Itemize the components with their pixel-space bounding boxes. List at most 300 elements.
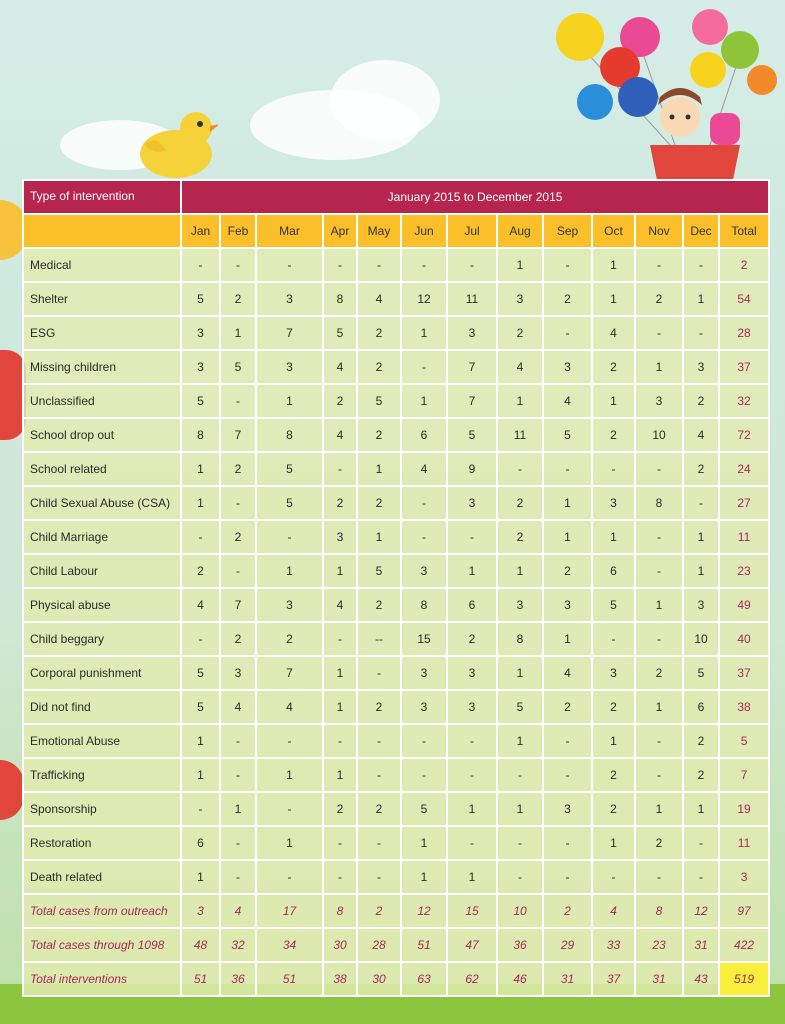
- table-cell: 2: [220, 282, 256, 316]
- table-cell: -: [256, 860, 323, 894]
- table-cell: 1: [592, 826, 635, 860]
- row-label: Shelter: [23, 282, 181, 316]
- row-label: Trafficking: [23, 758, 181, 792]
- total-cell: 37: [719, 350, 769, 384]
- table-cell: 2: [357, 894, 401, 928]
- table-cell: 3: [220, 656, 256, 690]
- table-cell: 4: [323, 588, 357, 622]
- table-cell: 4: [220, 894, 256, 928]
- table-row: [23, 384, 769, 418]
- table-cell: 5: [592, 588, 635, 622]
- table-cell: 12: [401, 282, 447, 316]
- table-cell: 1: [181, 860, 220, 894]
- table-cell: 1: [497, 384, 543, 418]
- table-cell: 7: [256, 656, 323, 690]
- table-cell: 32: [220, 928, 256, 962]
- table-cell: 1: [220, 316, 256, 350]
- table-cell: 2: [220, 452, 256, 486]
- column-header-mar: Mar: [256, 214, 323, 248]
- total-cell: 3: [719, 860, 769, 894]
- column-header-dec: Dec: [683, 214, 719, 248]
- table-cell: 2: [256, 622, 323, 656]
- table-row: [23, 350, 769, 384]
- table-cell: 3: [683, 588, 719, 622]
- table-cell: 6: [592, 554, 635, 588]
- column-header-jul: Jul: [447, 214, 497, 248]
- table-cell: 2: [592, 690, 635, 724]
- table-cell: 48: [181, 928, 220, 962]
- table-cell: 2: [220, 520, 256, 554]
- table-cell: 7: [256, 316, 323, 350]
- table-cell: -: [256, 520, 323, 554]
- table-cell: 1: [256, 384, 323, 418]
- table-cell: 47: [447, 928, 497, 962]
- table-cell: 1: [592, 724, 635, 758]
- row-label: Child Labour: [23, 554, 181, 588]
- table-cell: 4: [401, 452, 447, 486]
- table-cell: -: [357, 724, 401, 758]
- table-cell: -: [543, 724, 592, 758]
- table-row: [23, 282, 769, 316]
- table-cell: 5: [256, 452, 323, 486]
- row-label: Emotional Abuse: [23, 724, 181, 758]
- row-label: Unclassified: [23, 384, 181, 418]
- table-cell: -: [256, 248, 323, 282]
- table-cell: 2: [543, 894, 592, 928]
- table-cell: 3: [497, 282, 543, 316]
- table-cell: 2: [323, 384, 357, 418]
- table-cell: 1: [357, 520, 401, 554]
- table-cell: 1: [635, 350, 683, 384]
- table-cell: 4: [683, 418, 719, 452]
- table-cell: 2: [683, 384, 719, 418]
- row-label: School related: [23, 452, 181, 486]
- table-cell: 2: [497, 520, 543, 554]
- table-cell: 10: [497, 894, 543, 928]
- table-cell: 4: [220, 690, 256, 724]
- table-row: [23, 520, 769, 554]
- table-cell: -: [447, 826, 497, 860]
- table-cell: 15: [447, 894, 497, 928]
- table-cell: 5: [181, 384, 220, 418]
- table-cell: 4: [543, 384, 592, 418]
- table-cell: 1: [401, 826, 447, 860]
- table-cell: 2: [543, 282, 592, 316]
- table-cell: 31: [683, 928, 719, 962]
- table-cell: 10: [635, 418, 683, 452]
- type-of-intervention-header: Type of intervention: [23, 180, 181, 214]
- table-cell: -: [447, 248, 497, 282]
- table-cell: 31: [543, 962, 592, 996]
- table-cell: 17: [256, 894, 323, 928]
- table-cell: 3: [497, 588, 543, 622]
- table-cell: 2: [357, 690, 401, 724]
- table-cell: 1: [635, 588, 683, 622]
- table-cell: 3: [635, 384, 683, 418]
- table-cell: -: [543, 248, 592, 282]
- table-cell: 29: [543, 928, 592, 962]
- total-cell: 19: [719, 792, 769, 826]
- total-cell: 24: [719, 452, 769, 486]
- table-cell: 1: [447, 792, 497, 826]
- table-cell: 8: [401, 588, 447, 622]
- table-cell: 1: [497, 656, 543, 690]
- total-cell: 49: [719, 588, 769, 622]
- table-cell: 6: [683, 690, 719, 724]
- column-header-jun: Jun: [401, 214, 447, 248]
- row-label: Total cases through 1098: [23, 928, 181, 962]
- total-cell: 7: [719, 758, 769, 792]
- total-cell: 27: [719, 486, 769, 520]
- table-cell: -: [357, 860, 401, 894]
- table-cell: -: [635, 316, 683, 350]
- table-cell: 1: [635, 690, 683, 724]
- table-cell: 5: [497, 690, 543, 724]
- table-cell: 5: [256, 486, 323, 520]
- table-cell: -: [401, 350, 447, 384]
- table-cell: 4: [357, 282, 401, 316]
- table-row: [23, 792, 769, 826]
- total-cell: 54: [719, 282, 769, 316]
- table-row: [23, 418, 769, 452]
- table-cell: -: [181, 248, 220, 282]
- total-cell: 37: [719, 656, 769, 690]
- table-cell: 2: [592, 350, 635, 384]
- table-cell: -: [220, 826, 256, 860]
- table-cell: 1: [447, 860, 497, 894]
- row-label: ESG: [23, 316, 181, 350]
- table-cell: --: [357, 622, 401, 656]
- table-cell: 4: [323, 418, 357, 452]
- table-cell: 5: [357, 554, 401, 588]
- table-cell: 3: [256, 350, 323, 384]
- table-cell: -: [447, 758, 497, 792]
- row-label: Did not find: [23, 690, 181, 724]
- table-cell: -: [181, 792, 220, 826]
- row-label: Child Marriage: [23, 520, 181, 554]
- table-cell: -: [323, 622, 357, 656]
- table-cell: 3: [543, 792, 592, 826]
- table-cell: 1: [497, 792, 543, 826]
- table-cell: 7: [220, 588, 256, 622]
- table-cell: 2: [592, 792, 635, 826]
- table-cell: 1: [543, 622, 592, 656]
- table-cell: 5: [357, 384, 401, 418]
- table-cell: 33: [592, 928, 635, 962]
- table-cell: 9: [447, 452, 497, 486]
- table-cell: 2: [635, 656, 683, 690]
- total-cell: 2: [719, 248, 769, 282]
- table-cell: 1: [683, 282, 719, 316]
- table-cell: 51: [401, 928, 447, 962]
- table-cell: 7: [447, 384, 497, 418]
- table-cell: 23: [635, 928, 683, 962]
- table-cell: 1: [447, 554, 497, 588]
- table-cell: 51: [256, 962, 323, 996]
- table-cell: -: [323, 452, 357, 486]
- table-cell: -: [181, 622, 220, 656]
- table-cell: 62: [447, 962, 497, 996]
- table-cell: -: [323, 724, 357, 758]
- table-cell: 7: [447, 350, 497, 384]
- table-cell: 4: [181, 588, 220, 622]
- table-cell: 1: [543, 520, 592, 554]
- table-cell: -: [220, 384, 256, 418]
- total-cell: 11: [719, 520, 769, 554]
- table-cell: -: [543, 452, 592, 486]
- table-cell: 1: [401, 384, 447, 418]
- table-cell: -: [683, 826, 719, 860]
- header-row-top: [23, 180, 769, 214]
- table-cell: 3: [401, 656, 447, 690]
- table-cell: 1: [256, 554, 323, 588]
- row-label: Missing children: [23, 350, 181, 384]
- table-cell: 1: [497, 554, 543, 588]
- total-cell: 32: [719, 384, 769, 418]
- table-cell: 8: [181, 418, 220, 452]
- table-cell: -: [683, 316, 719, 350]
- table-row: [23, 452, 769, 486]
- table-cell: 8: [323, 894, 357, 928]
- table-cell: 2: [220, 622, 256, 656]
- table-cell: 3: [683, 350, 719, 384]
- table-cell: 46: [497, 962, 543, 996]
- table-cell: 3: [543, 588, 592, 622]
- table-cell: -: [220, 860, 256, 894]
- column-header-apr: Apr: [323, 214, 357, 248]
- table-cell: -: [401, 248, 447, 282]
- table-cell: 5: [543, 418, 592, 452]
- table-cell: -: [357, 656, 401, 690]
- table-row: [23, 248, 769, 282]
- table-cell: 3: [181, 894, 220, 928]
- table-cell: 3: [401, 554, 447, 588]
- table-cell: -: [683, 486, 719, 520]
- table-cell: 1: [592, 248, 635, 282]
- table-cell: 30: [357, 962, 401, 996]
- table-cell: 2: [357, 486, 401, 520]
- table-row: [23, 588, 769, 622]
- table-cell: 2: [323, 486, 357, 520]
- table-row: [23, 554, 769, 588]
- table-cell: 5: [220, 350, 256, 384]
- table-cell: 1: [683, 554, 719, 588]
- table-cell: -: [497, 860, 543, 894]
- table-cell: -: [220, 486, 256, 520]
- table-cell: -: [357, 826, 401, 860]
- header-blank-cell: [23, 214, 181, 248]
- table-cell: -: [181, 520, 220, 554]
- table-cell: -: [447, 520, 497, 554]
- total-cell: 519: [719, 962, 769, 996]
- table-cell: 3: [447, 486, 497, 520]
- table-cell: 1: [323, 690, 357, 724]
- row-label: Physical abuse: [23, 588, 181, 622]
- column-header-total: Total: [719, 214, 769, 248]
- table-cell: 63: [401, 962, 447, 996]
- table-cell: 31: [635, 962, 683, 996]
- table-cell: 3: [401, 690, 447, 724]
- table-cell: -: [543, 826, 592, 860]
- table-cell: 2: [683, 724, 719, 758]
- table-cell: -: [543, 316, 592, 350]
- table-cell: 5: [181, 690, 220, 724]
- total-cell: 422: [719, 928, 769, 962]
- table-cell: 2: [323, 792, 357, 826]
- total-cell: 11: [719, 826, 769, 860]
- table-cell: 4: [543, 656, 592, 690]
- table-cell: -: [543, 860, 592, 894]
- table-cell: 3: [323, 520, 357, 554]
- table-cell: 2: [592, 418, 635, 452]
- total-row: [23, 894, 769, 928]
- column-header-feb: Feb: [220, 214, 256, 248]
- table-cell: 1: [401, 860, 447, 894]
- table-cell: 6: [181, 826, 220, 860]
- column-header-oct: Oct: [592, 214, 635, 248]
- table-cell: 8: [635, 486, 683, 520]
- column-header-jan: Jan: [181, 214, 220, 248]
- table-cell: 7: [220, 418, 256, 452]
- table-cell: -: [635, 248, 683, 282]
- table-cell: -: [256, 792, 323, 826]
- row-label: Child beggary: [23, 622, 181, 656]
- period-header: January 2015 to December 2015: [181, 180, 769, 214]
- table-cell: 2: [683, 452, 719, 486]
- table-cell: -: [635, 520, 683, 554]
- table-cell: 12: [683, 894, 719, 928]
- table-cell: -: [220, 724, 256, 758]
- table-cell: -: [401, 724, 447, 758]
- column-header-may: May: [357, 214, 401, 248]
- table-cell: 1: [592, 384, 635, 418]
- table-cell: 1: [323, 656, 357, 690]
- column-header-aug: Aug: [497, 214, 543, 248]
- table-cell: 6: [401, 418, 447, 452]
- table-cell: 2: [683, 758, 719, 792]
- table-cell: 2: [497, 486, 543, 520]
- table-cell: -: [497, 758, 543, 792]
- table-cell: 2: [635, 826, 683, 860]
- bird-illustration-icon: [136, 104, 218, 180]
- table-cell: 3: [447, 690, 497, 724]
- table-row: [23, 622, 769, 656]
- table-cell: -: [497, 826, 543, 860]
- table-cell: 51: [181, 962, 220, 996]
- table-cell: -: [635, 860, 683, 894]
- total-row: [23, 928, 769, 962]
- month-header-row: [23, 214, 769, 248]
- table-cell: 1: [497, 248, 543, 282]
- table-cell: 2: [447, 622, 497, 656]
- row-label: Child Sexual Abuse (CSA): [23, 486, 181, 520]
- table-cell: 3: [181, 316, 220, 350]
- table-cell: 2: [497, 316, 543, 350]
- table-cell: 1: [181, 452, 220, 486]
- table-cell: -: [220, 248, 256, 282]
- table-cell: 3: [181, 350, 220, 384]
- table-cell: 4: [323, 350, 357, 384]
- table-cell: -: [357, 758, 401, 792]
- table-cell: 28: [357, 928, 401, 962]
- table-cell: 8: [256, 418, 323, 452]
- row-label: School drop out: [23, 418, 181, 452]
- table-cell: -: [401, 758, 447, 792]
- table-cell: 5: [181, 656, 220, 690]
- table-cell: -: [256, 724, 323, 758]
- table-cell: 8: [323, 282, 357, 316]
- row-label: Total cases from outreach: [23, 894, 181, 928]
- table-cell: 5: [683, 656, 719, 690]
- total-cell: 23: [719, 554, 769, 588]
- table-cell: -: [592, 622, 635, 656]
- table-cell: 3: [256, 282, 323, 316]
- table-cell: -: [592, 452, 635, 486]
- table-cell: -: [683, 248, 719, 282]
- table-cell: 5: [181, 282, 220, 316]
- table-cell: -: [683, 860, 719, 894]
- table-cell: 30: [323, 928, 357, 962]
- table-cell: 3: [256, 588, 323, 622]
- table-cell: -: [635, 554, 683, 588]
- table-row: [23, 316, 769, 350]
- table-cell: 8: [635, 894, 683, 928]
- table-cell: 1: [256, 758, 323, 792]
- decor-shape: [0, 760, 24, 820]
- table-cell: 36: [220, 962, 256, 996]
- table-cell: -: [323, 248, 357, 282]
- table-row: [23, 656, 769, 690]
- table-cell: -: [220, 554, 256, 588]
- table-cell: 1: [401, 316, 447, 350]
- total-cell: 72: [719, 418, 769, 452]
- column-header-nov: Nov: [635, 214, 683, 248]
- row-label: Sponsorship: [23, 792, 181, 826]
- table-row: [23, 826, 769, 860]
- table-cell: 1: [683, 520, 719, 554]
- table-cell: 1: [323, 554, 357, 588]
- table-cell: -: [401, 520, 447, 554]
- table-cell: 2: [543, 554, 592, 588]
- table-cell: 2: [357, 350, 401, 384]
- row-label: Corporal punishment: [23, 656, 181, 690]
- table-cell: 3: [447, 316, 497, 350]
- column-header-sep: Sep: [543, 214, 592, 248]
- table-cell: 5: [447, 418, 497, 452]
- table-cell: 43: [683, 962, 719, 996]
- table-cell: -: [447, 724, 497, 758]
- table-cell: -: [635, 452, 683, 486]
- table-cell: -: [592, 860, 635, 894]
- table-row: [23, 724, 769, 758]
- table-cell: -: [635, 724, 683, 758]
- table-cell: 10: [683, 622, 719, 656]
- table-cell: -: [635, 758, 683, 792]
- table-cell: 2: [181, 554, 220, 588]
- total-cell: 5: [719, 724, 769, 758]
- row-label: Medical: [23, 248, 181, 282]
- table-cell: -: [220, 758, 256, 792]
- table-cell: -: [497, 452, 543, 486]
- table-cell: 2: [592, 758, 635, 792]
- table-cell: 8: [497, 622, 543, 656]
- table-cell: -: [323, 826, 357, 860]
- total-cell: 40: [719, 622, 769, 656]
- table-cell: 38: [323, 962, 357, 996]
- table-cell: 2: [543, 690, 592, 724]
- total-row: [23, 962, 769, 996]
- table-cell: 1: [181, 758, 220, 792]
